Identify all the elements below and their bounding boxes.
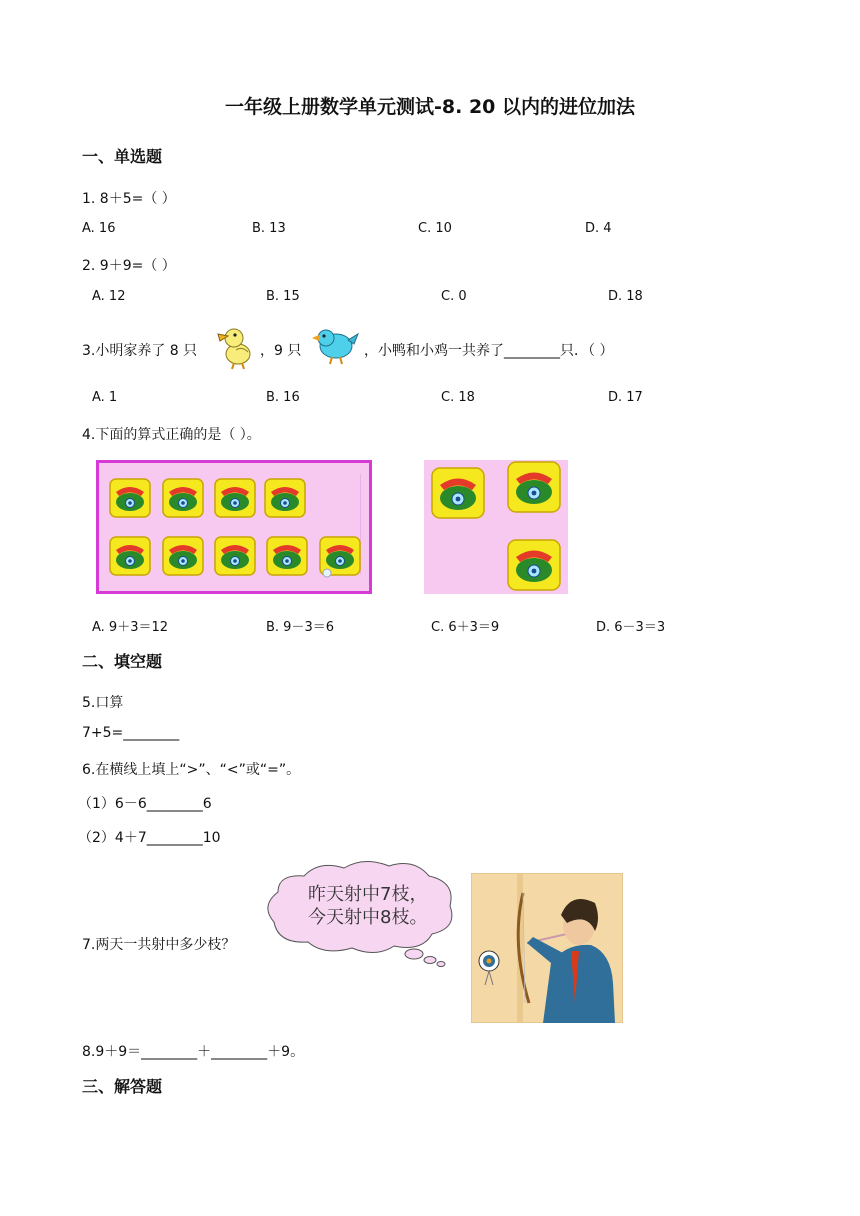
q1-option-c[interactable]: C. 10 [418,221,452,236]
bubble-line-2: 今天射中8枝。 [308,907,428,928]
question-7-stem: 7.两天一共射中多少枝？ [82,937,236,953]
q2-option-a[interactable]: A. 12 [92,289,126,304]
question-1-stem: 1. 8＋5=（ ） [82,191,176,207]
q2-option-d[interactable]: D. 18 [608,289,643,304]
question-5-stem: 5.口算 [82,695,124,711]
question-4-stem: 4.下面的算式正确的是（ ）。 [82,427,261,443]
page-title: 一年级上册数学单元测试-8. 20 以内的进位加法 [225,96,635,118]
q2-option-b[interactable]: B. 15 [266,289,300,304]
q4-option-c[interactable]: C. 6＋3＝9 [431,620,500,635]
q3-option-d[interactable]: D. 17 [608,390,643,405]
question-3-part2: ，9 只 [260,343,302,359]
q1-option-b[interactable]: B. 13 [252,221,286,236]
section-heading-single-choice: 一、单选题 [82,147,163,166]
q4-option-d[interactable]: D. 6－3＝3 [596,620,666,635]
q1-option-d[interactable]: D. 4 [585,221,612,236]
question-6-item-2: （2）4＋7________10 [78,830,221,846]
q3-option-a[interactable]: A. 1 [92,390,118,405]
phones-remaining-figure [424,460,568,594]
q1-option-a[interactable]: A. 16 [82,221,116,236]
q2-option-c[interactable]: C. 0 [441,289,467,304]
q4-option-a[interactable]: A. 9＋3＝12 [92,620,169,635]
phones-group-figure [96,460,372,594]
chick-icon [308,322,360,366]
duck-icon [212,322,258,370]
section-heading-solve: 三、解答题 [82,1077,163,1096]
question-8-stem: 8.9＋9＝________＋________＋9。 [82,1044,305,1060]
section-heading-fill-blank: 二、填空题 [82,652,163,671]
archer-figure [471,873,623,1023]
q3-option-b[interactable]: B. 16 [266,390,300,405]
question-6-item-1: （1）6－6________6 [78,796,212,812]
question-5-expression: 7+5=________ [82,725,180,741]
question-2-stem: 2. 9＋9=（ ） [82,258,176,274]
q4-option-b[interactable]: B. 9－3＝6 [266,620,334,635]
bubble-line-1: 昨天射中7枝， [308,884,428,905]
question-3-part3: ，小鸭和小鸡一共养了________只．（ ） [364,343,614,359]
question-6-stem: 6.在横线上填上“>”、“<”或“=”。 [82,762,301,778]
question-3-part1: 3.小明家养了 8 只 [82,343,198,359]
q3-option-c[interactable]: C. 18 [441,390,475,405]
